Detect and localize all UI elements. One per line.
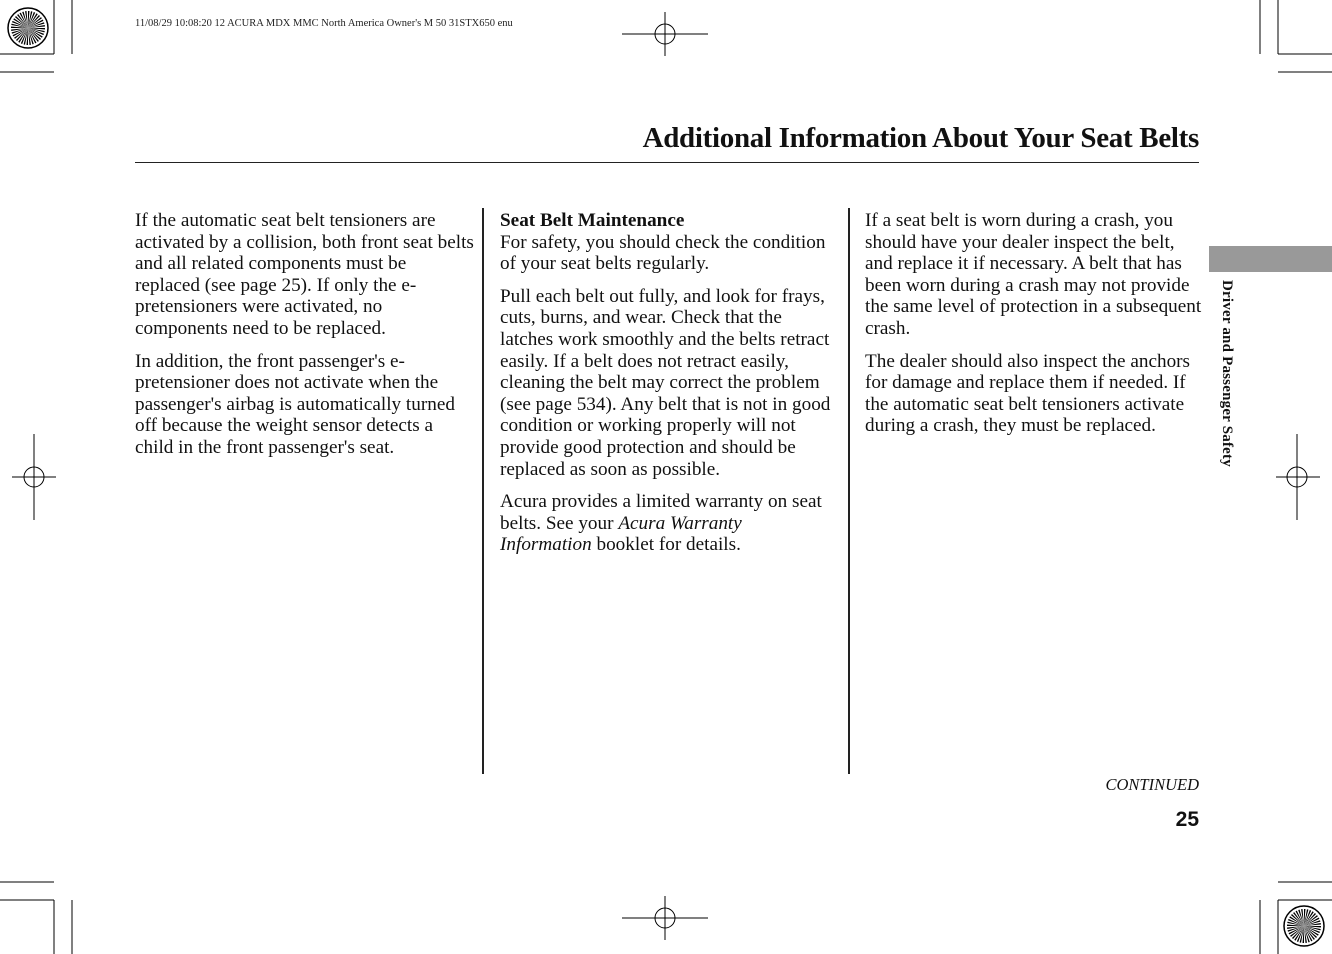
warranty-booklet-title: Acura Warranty Information <box>500 512 742 556</box>
page-title: Additional Information About Your Seat Belts <box>642 122 1199 154</box>
registration-mark-top <box>622 12 708 56</box>
column-divider <box>848 208 850 774</box>
section-tab-label: Driver and Passenger Safety <box>1219 280 1235 467</box>
left-column <box>135 210 475 470</box>
paragraph: The dealer should also inspect the anchors for damage and replace them if needed. If the automatic seat belt tensioners activate during a crash, they must be replaced. <box>865 350 1191 437</box>
title-rule <box>135 162 1199 163</box>
warranty-text-before: Acura provides a limited warranty on seat belts. See your <box>500 491 822 534</box>
continued-label: CONTINUED <box>1105 775 1199 794</box>
column-divider <box>482 208 484 774</box>
warranty-paragraph <box>500 491 838 556</box>
section-tab <box>1209 246 1332 272</box>
middle-column <box>500 210 838 567</box>
paragraph: If the automatic seat belt tensioners are activated by a collision, both front seat belts and all related components must be replaced (see page 25). If only the e-pretensioners were activated, no components need to be replaced. <box>135 210 474 339</box>
right-column <box>865 210 1205 448</box>
paragraph: For safety, you should check the condition of your seat belts regularly. <box>500 231 826 275</box>
color-wheel-top-left <box>8 8 48 48</box>
page-number: 25 <box>1175 808 1199 831</box>
registration-mark-right <box>1276 434 1320 520</box>
registration-mark-bottom <box>622 896 708 940</box>
warranty-text-after: booklet for details. <box>591 534 741 556</box>
paragraph: Pull each belt out fully, and look for frays, cuts, burns, and wear. Check that the latches work smoothly and the belts retract easily. If a belt does not retract easily, cleaning the belt may correct the problem (see page 534). Any belt that is not in good condition or working properly will not provide good protection and should be replaced as soon as possible. <box>500 285 831 480</box>
registration-mark-left <box>12 434 56 520</box>
section-heading: Seat Belt Maintenance <box>500 210 685 231</box>
paragraph: If a seat belt is worn during a crash, you should have your dealer inspect the belt, and replace it if necessary. A belt that has been worn during a crash may not provide the same level of protection in a subsequent crash. <box>865 210 1202 339</box>
print-header: 11/08/29 10:08:20 12 ACURA MDX MMC North America Owner's M 50 31STX650 enu <box>135 18 513 29</box>
paragraph: In addition, the front passenger's e-pretensioner does not activate when the passenger's airbag is automatically turned off because the weight sensor detects a child in the front passenger's seat. <box>135 350 455 458</box>
color-wheel-bottom-right <box>1284 906 1324 946</box>
